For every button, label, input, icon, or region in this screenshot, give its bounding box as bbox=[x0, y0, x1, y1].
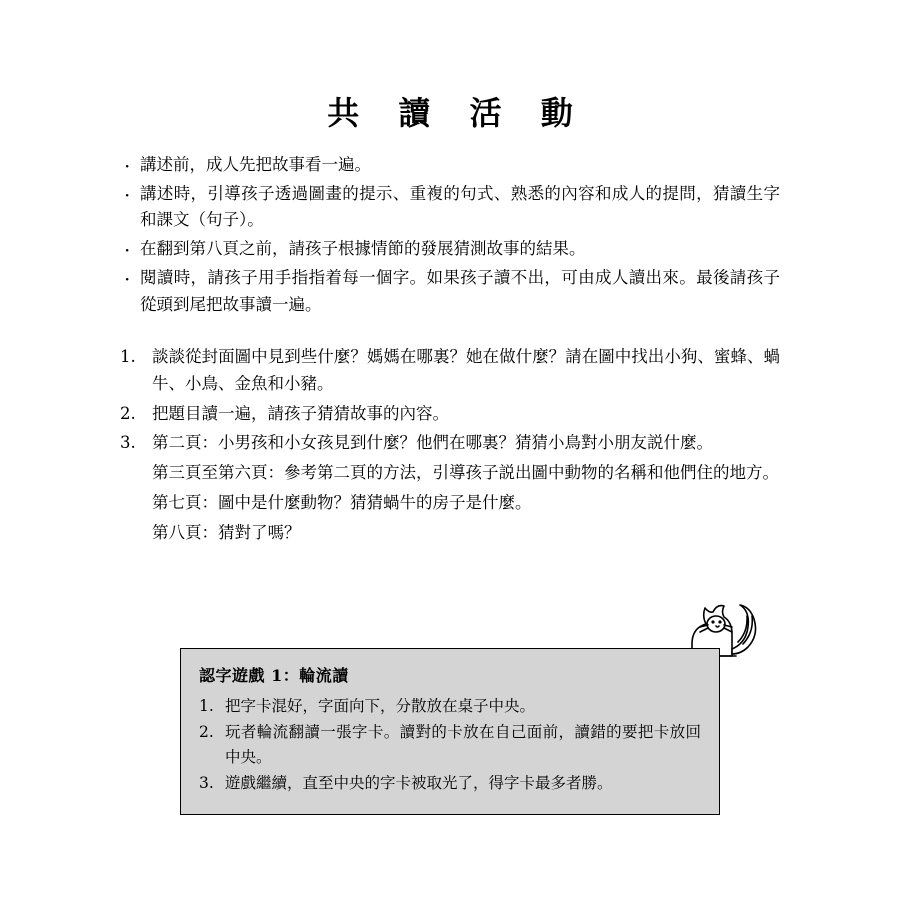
sub-paragraph: 第三頁至第六頁：參考第二頁的方法，引導孩子説出圖中動物的名稱和他們住的地方。 bbox=[152, 463, 779, 483]
tips-list bbox=[120, 152, 780, 318]
list-item-number: 3. bbox=[199, 774, 214, 793]
list-item-number: 1. bbox=[199, 697, 214, 715]
list-item: · 講述前，成人先把故事看一遍。 bbox=[120, 152, 780, 179]
list-item-number: 3. bbox=[120, 433, 136, 453]
page-title: 共 讀 活 動 bbox=[327, 94, 587, 132]
list-item-text: 把題目讀一遍，請孩子猜猜故事的內容。 bbox=[152, 403, 449, 423]
game-box-title: 認字遊戲 1：輪流讀 bbox=[199, 666, 349, 685]
sub-paragraph: 第八頁：猜對了嗎？ bbox=[152, 522, 301, 542]
list-item: · 講述時，引導孩子透過圖畫的提示、重複的句式、熟悉的內容和成人的提問，猜讀生字和課文（句子）。 bbox=[120, 181, 780, 234]
list-item-text: 談談從封面圖中見到些什麼？媽媽在哪裏？她在做什麼？請在圖中找出小狗、蜜蜂、蝸牛、小鳥、金魚和小豬。 bbox=[152, 347, 780, 394]
game-box-wrap bbox=[180, 648, 720, 815]
list-item-text: 把字卡混好，字面向下，分散放在桌子中央。 bbox=[225, 697, 536, 715]
list-item-number: 2. bbox=[120, 403, 136, 423]
list-item bbox=[199, 720, 701, 769]
list-item bbox=[120, 344, 780, 397]
steps-list bbox=[120, 344, 780, 457]
sub-paragraph: 第七頁：圖中是什麼動物？猜猜蝸牛的房子是什麼。 bbox=[152, 492, 532, 512]
list-item-text: 玩者輪流翻讀一張字卡。讀對的卡放在自己面前，讀錯的要把卡放回中央。 bbox=[225, 723, 701, 766]
list-item bbox=[120, 430, 780, 457]
list-item: · 閱讀時，請孩子用手指指着每一個字。如果孩子讀不出，可由成人讀出來。最後請孩子從頭到尾把故事讀一遍。 bbox=[120, 265, 780, 318]
list-item-text: 遊戲繼續，直至中央的字卡被取光了，得字卡最多者勝。 bbox=[225, 774, 613, 793]
list-item bbox=[120, 401, 780, 428]
game-box bbox=[180, 648, 720, 815]
list-item-number: 2. bbox=[199, 723, 214, 742]
list-item-text: 第二頁：小男孩和小女孩見到什麼？他們在哪裏？猜猜小鳥對小朋友説什麼。 bbox=[152, 433, 713, 453]
list-item bbox=[199, 694, 701, 718]
game-box-list bbox=[199, 694, 701, 796]
list-item-number: 1. bbox=[120, 347, 136, 367]
list-item: · 在翻到第八頁之前，請孩子根據情節的發展猜測故事的結果。 bbox=[120, 236, 780, 263]
list-item bbox=[199, 771, 701, 795]
